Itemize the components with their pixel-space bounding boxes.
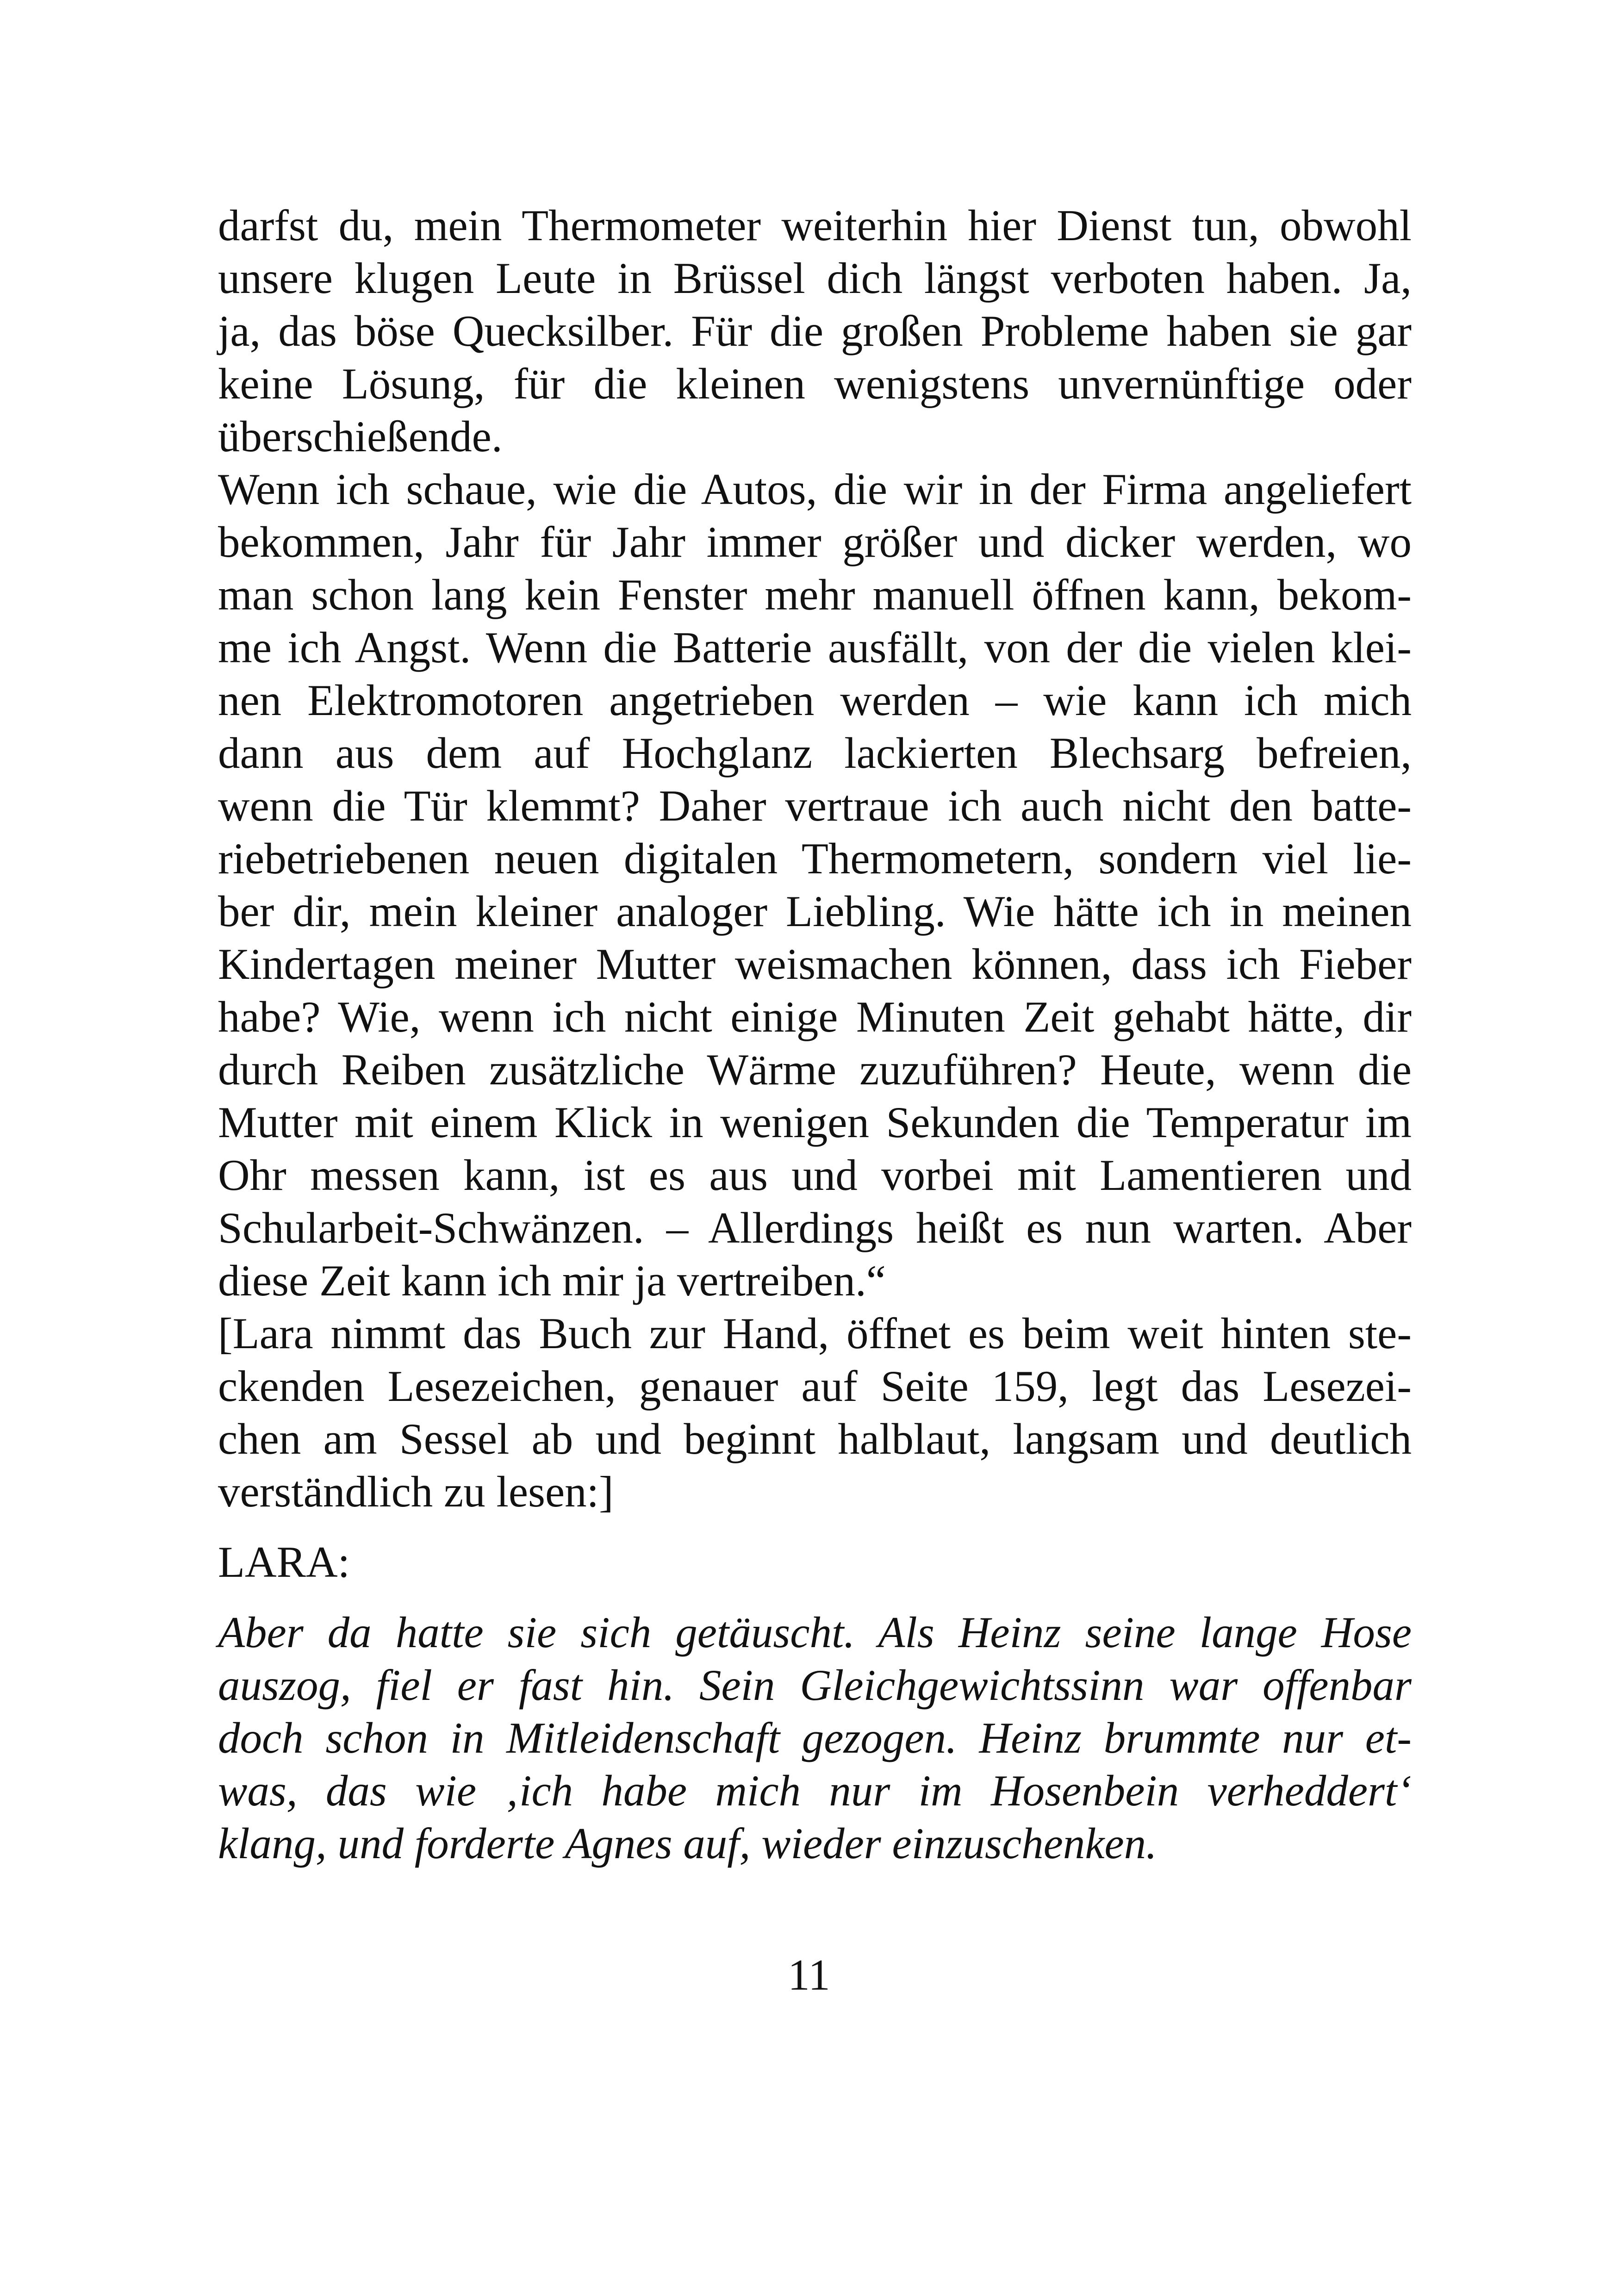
- text-line: Schularbeit-Schwänzen. – Allerdings heißt es nun warten. Aber: [218, 1203, 1412, 1252]
- text-line: man schon lang kein Fenster mehr manuell öffnen kann, bekom-: [218, 570, 1412, 619]
- quoted-passage: [218, 1606, 1412, 1870]
- text-line: ber dir, mein kleiner analoger Liebling. Wie hätte ich in meinen: [218, 887, 1412, 936]
- page-number: 11: [788, 1950, 830, 1999]
- text-line: bekommen, Jahr für Jahr immer größer und dicker werden, wo: [218, 517, 1412, 566]
- text-line: überschießende.: [218, 412, 503, 461]
- text-line: wenn die Tür klemmt? Daher vertraue ich auch nicht den batte-: [218, 781, 1412, 830]
- text-line: verständlich zu lesen:]: [218, 1467, 614, 1516]
- text-line: unsere klugen Leute in Brüssel dich längst verboten haben. Ja,: [218, 254, 1412, 303]
- text-line: habe? Wie, wenn ich nicht einige Minuten Zeit gehabt hätte, dir: [218, 992, 1412, 1041]
- text-line: klang, und forderte Agnes auf, wieder einzuschenken.: [218, 1819, 1157, 1868]
- stage-direction: [218, 1307, 1412, 1518]
- paragraph-thermometer: [218, 199, 1412, 463]
- text-line: chen am Sessel ab und beginnt halblaut, langsam und deutlich: [218, 1414, 1412, 1463]
- page-body: [218, 199, 1412, 1870]
- text-line: dann aus dem auf Hochglanz lackierten Blechsarg befreien,: [218, 728, 1412, 778]
- text-line: was, das wie ‚ich habe mich nur im Hosenbein verheddert‘: [218, 1766, 1412, 1815]
- text-line: darfst du, mein Thermometer weiterhin hier Dienst tun, obwohl: [218, 201, 1412, 250]
- text-line: Kindertagen meiner Mutter weismachen können, dass ich Fieber: [218, 940, 1412, 989]
- text-line: auszog, fiel er fast hin. Sein Gleichgewichtssinn war offenbar: [218, 1661, 1412, 1710]
- text-line: Ohr messen kann, ist es aus und vorbei mit Lamentieren und: [218, 1151, 1412, 1200]
- text-line: ja, das böse Quecksilber. Für die großen Probleme haben sie gar: [218, 306, 1412, 355]
- text-line: me ich Angst. Wenn die Batterie ausfällt, von der die vielen klei-: [218, 623, 1412, 672]
- text-line: Aber da hatte sie sich getäuscht. Als Heinz seine lange Hose: [218, 1608, 1412, 1657]
- text-line: doch schon in Mitleidenschaft gezogen. Heinz brummte nur et-: [218, 1713, 1412, 1762]
- text-line: nen Elektromotoren angetrieben werden – wie kann ich mich: [218, 676, 1412, 725]
- text-line: keine Lösung, für die kleinen wenigstens unvernünftige oder: [218, 359, 1412, 408]
- text-line: Wenn ich schaue, wie die Autos, die wir in der Firma angeliefert: [218, 465, 1412, 514]
- text-line: diese Zeit kann ich mir ja vertreiben.“: [218, 1256, 886, 1305]
- speaker-name: LARA:: [218, 1537, 350, 1587]
- paragraph-autos: [218, 463, 1412, 1307]
- text-line: [Lara nimmt das Buch zur Hand, öffnet es beim weit hinten ste-: [218, 1309, 1412, 1358]
- text-line: durch Reiben zusätzliche Wärme zuzuführen? Heute, wenn die: [218, 1045, 1412, 1094]
- text-line: ckenden Lesezeichen, genauer auf Seite 159, legt das Lesezei-: [218, 1362, 1412, 1411]
- text-line: riebetriebenen neuen digitalen Thermometern, sondern viel lie-: [218, 834, 1412, 883]
- text-line: Mutter mit einem Klick in wenigen Sekunden die Temperatur im: [218, 1098, 1412, 1147]
